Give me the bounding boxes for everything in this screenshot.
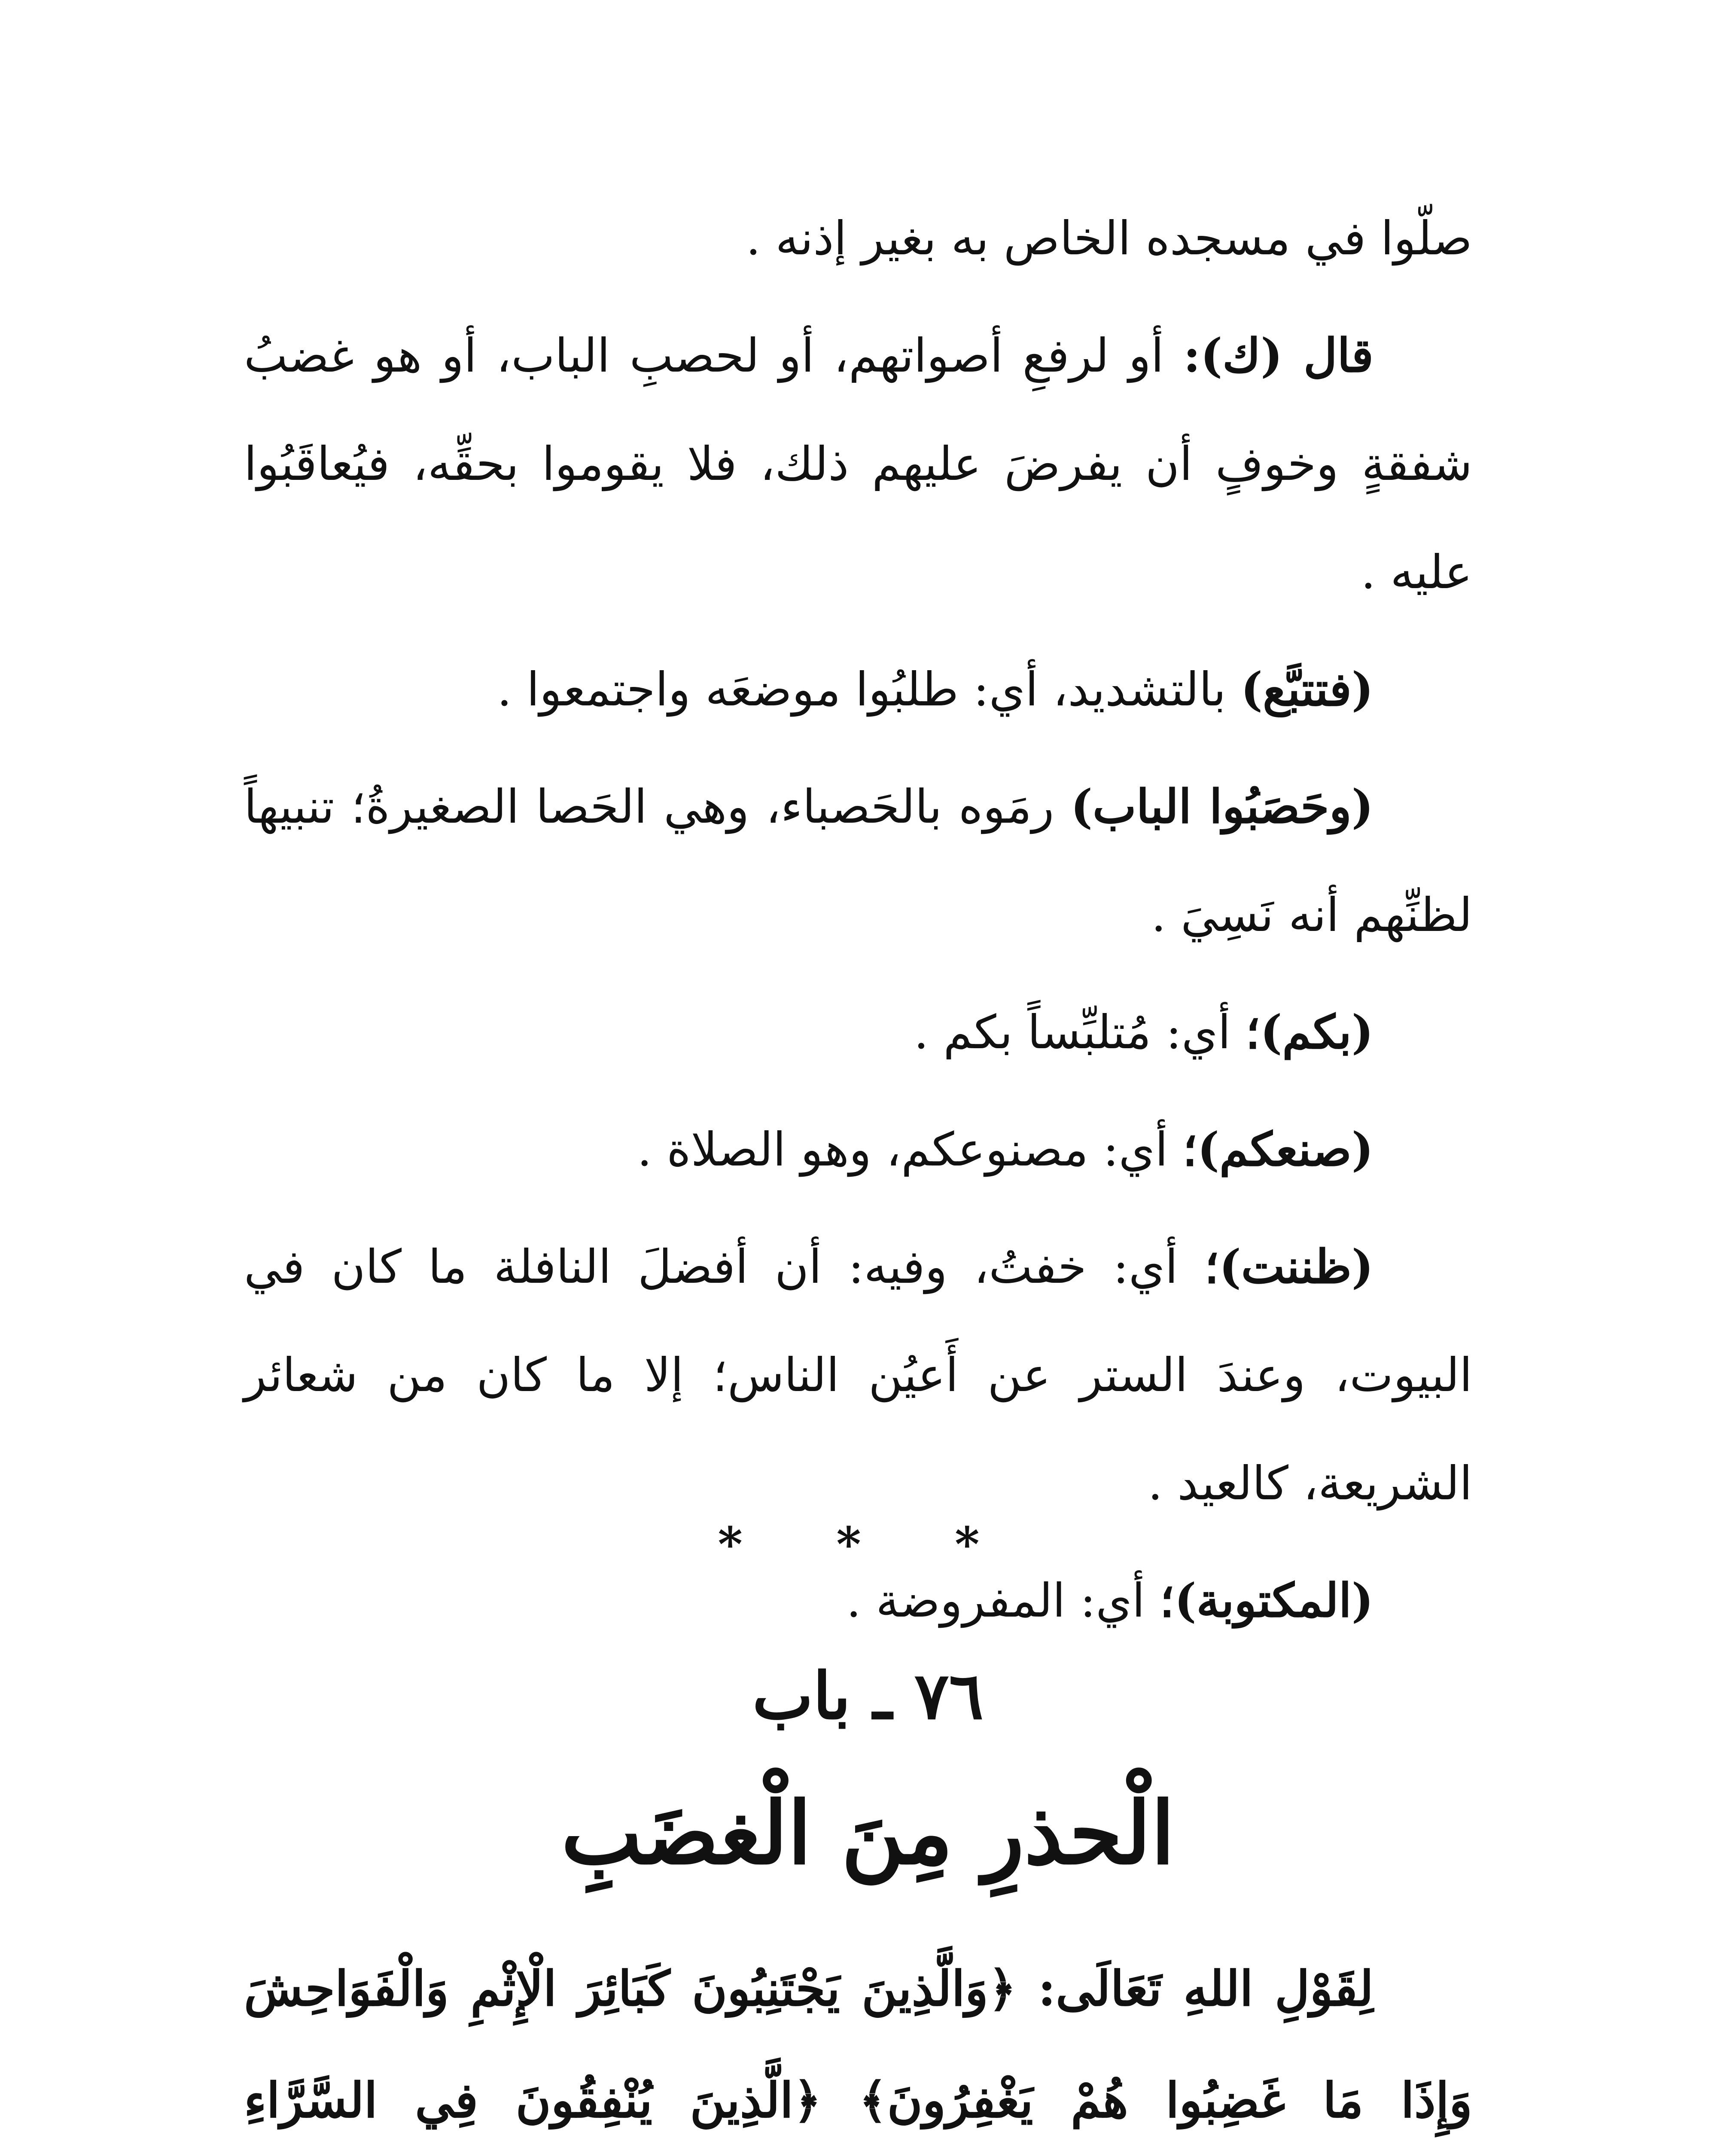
paragraph-5-text: أي: مُتلبِّساً بكم . <box>914 1006 1246 1059</box>
paragraph-3-text: بالتشديد، أي: طلبُوا موضعَه واجتمعوا . <box>497 663 1241 717</box>
paragraph-8-term: (المكتوبة)؛ <box>1160 1574 1374 1628</box>
paragraph-5 <box>244 978 1472 1087</box>
paragraph-2 <box>244 302 1472 627</box>
paragraph-7-text: أي: خفتُ، وفيه: أن أفضلَ النافلة ما كان في البيوت، وعندَ الستر عن أَعيُن الناس؛ إلا ما كان من شعائر الشريعة، كالعيد . <box>244 1240 1472 1510</box>
quran-verse: لِقَوْلِ اللهِ تَعَالَى: ﴿وَالَّذِينَ يَجْتَنِبُونَ كَبَائِرَ الْإِثْمِ وَالْفَوَاحِشَ وَإِذَا مَا غَضِبُوا هُمْ يَغْفِرُونَ﴾ ﴿الَّذِينَ يُنْفِقُونَ فِي السَّرَّاءِ <box>244 1961 1472 2129</box>
paragraph-6-text: أي: مصنوعكم، وهو الصلاة . <box>637 1123 1183 1177</box>
paragraph-4-term: (وحَصَبُوا الباب) <box>1070 780 1374 834</box>
paragraph-8-text: أي: المفروضة . <box>846 1574 1160 1628</box>
chapter-number: ٧٦ ـ باب <box>752 1658 984 1734</box>
paragraph-4 <box>244 753 1472 970</box>
section-separator: * * * <box>718 1516 1018 1572</box>
chapter-title: الْحذرِ مِنَ الْغضَبِ <box>561 1783 1175 1884</box>
paragraph-6 <box>244 1095 1472 1204</box>
paragraph-7-term: (ظننت)؛ <box>1204 1240 1374 1294</box>
paragraph-1 <box>244 185 1472 293</box>
commentary-text <box>244 185 1472 1664</box>
paragraph-6-term: (صنعكم)؛ <box>1182 1123 1374 1177</box>
paragraph-3 <box>244 635 1472 744</box>
paragraph-4-text: رمَوه بالحَصباء، وهي الحَصا الصغيرةُ؛ تنبيهاً لظنِّهم أنه نَسِيَ . <box>244 780 1472 942</box>
paragraph-2-term: قال (ك): <box>1183 329 1374 383</box>
paragraph-7 <box>244 1213 1472 1538</box>
paragraph-5-term: (بكم)؛ <box>1245 1005 1374 1059</box>
paragraph-3-term: (فتتبَّع) <box>1240 662 1374 717</box>
paragraph-2-text: أو لرفعِ أصواتهم، أو لحصبِ الباب، أو هو غضبُ شفقةٍ وخوفٍ أن يفرضَ عليهم ذلك، فلا يقوموا بحقِّه، فيُعاقَبُوا عليه . <box>244 329 1472 599</box>
quran-verse-block <box>244 1933 1472 2148</box>
paragraph-1-text: صلّوا في مسجده الخاص به بغير إذنه . <box>746 212 1472 265</box>
